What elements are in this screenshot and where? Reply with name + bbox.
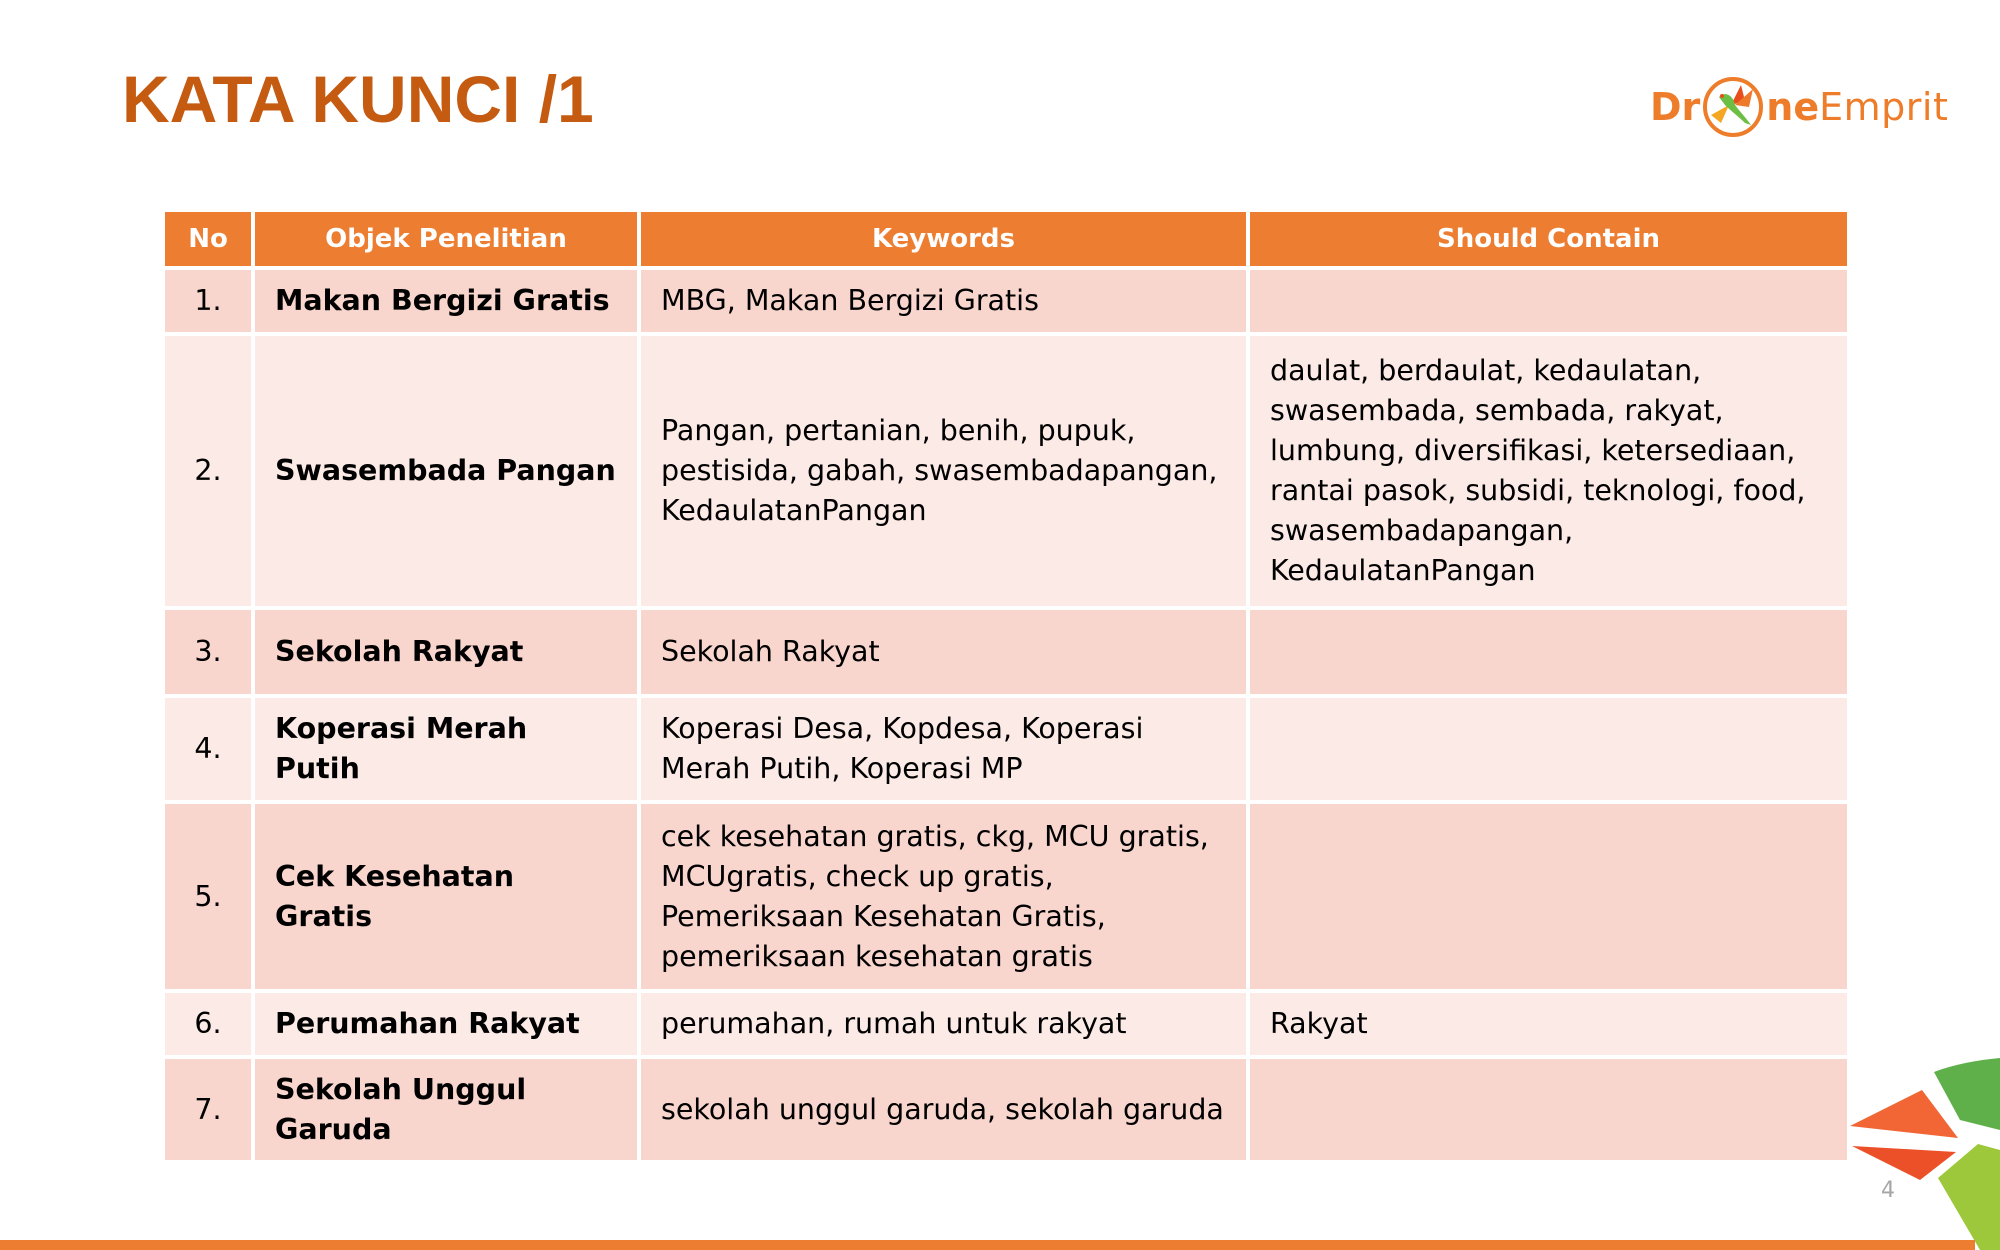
cell-keywords: Koperasi Desa, Kopdesa, Koperasi Merah Putih, Koperasi MP bbox=[641, 698, 1246, 800]
cell-no: 5. bbox=[165, 804, 251, 989]
header-objek-penelitian: Objek Penelitian bbox=[255, 212, 637, 266]
cell-keywords: sekolah unggul garuda, sekolah garuda bbox=[641, 1059, 1246, 1160]
decor-orange-triangle-bottom bbox=[1852, 1146, 1956, 1180]
cell-keywords: MBG, Makan Bergizi Gratis bbox=[641, 270, 1246, 332]
table-row bbox=[165, 610, 1847, 694]
cell-should-contain: Rakyat bbox=[1250, 993, 1847, 1055]
table-row bbox=[165, 993, 1847, 1055]
cell-no: 7. bbox=[165, 1059, 251, 1160]
decorative-shapes bbox=[1840, 1050, 2000, 1250]
table-row bbox=[165, 804, 1847, 989]
cell-no: 4. bbox=[165, 698, 251, 800]
header-should-contain: Should Contain bbox=[1250, 212, 1847, 266]
cell-objek: Koperasi Merah Putih bbox=[255, 698, 637, 800]
header-keywords: Keywords bbox=[641, 212, 1246, 266]
cell-should-contain bbox=[1250, 1059, 1847, 1160]
table-row bbox=[165, 270, 1847, 332]
cell-no: 6. bbox=[165, 993, 251, 1055]
drone-emprit-logo bbox=[1650, 72, 1948, 142]
table-row bbox=[165, 336, 1847, 606]
decor-orange-triangle-top bbox=[1850, 1090, 1958, 1138]
cell-objek: Cek Kesehatan Gratis bbox=[255, 804, 637, 989]
logo-text-ne: ne bbox=[1766, 85, 1820, 129]
cell-objek: Swasembada Pangan bbox=[255, 336, 637, 606]
cell-should-contain bbox=[1250, 610, 1847, 694]
table-header-row bbox=[165, 212, 1847, 266]
cell-objek: Makan Bergizi Gratis bbox=[255, 270, 637, 332]
cell-objek: Sekolah Rakyat bbox=[255, 610, 637, 694]
cell-should-contain bbox=[1250, 270, 1847, 332]
cell-objek: Sekolah Unggul Garuda bbox=[255, 1059, 637, 1160]
cell-objek: Perumahan Rakyat bbox=[255, 993, 637, 1055]
keywords-table bbox=[161, 208, 1851, 1164]
logo-text-dr: Dr bbox=[1650, 85, 1701, 129]
cell-keywords: cek kesehatan gratis, ckg, MCU gratis, MCUgratis, check up gratis, Pemeriksaan Kesehatan Gratis, pemeriksaan kesehatan gratis bbox=[641, 804, 1246, 989]
cell-keywords: perumahan, rumah untuk rakyat bbox=[641, 993, 1246, 1055]
cell-no: 3. bbox=[165, 610, 251, 694]
cell-keywords: Pangan, pertanian, benih, pupuk, pestisida, gabah, swasembadapangan, KedaulatanPangan bbox=[641, 336, 1246, 606]
cell-no: 2. bbox=[165, 336, 251, 606]
logo-text-emprit: Emprit bbox=[1819, 85, 1949, 129]
cell-should-contain bbox=[1250, 698, 1847, 800]
decor-green-segment bbox=[1934, 1058, 2000, 1130]
bird-in-circle-icon bbox=[1701, 75, 1765, 139]
header-no: No bbox=[165, 212, 251, 266]
decor-lime-segment bbox=[1938, 1144, 2000, 1250]
table-row bbox=[165, 1059, 1847, 1160]
slide-title: KATA KUNCI /1 bbox=[122, 62, 594, 136]
table-row bbox=[165, 698, 1847, 800]
cell-no: 1. bbox=[165, 270, 251, 332]
cell-keywords: Sekolah Rakyat bbox=[641, 610, 1246, 694]
cell-should-contain: daulat, berdaulat, kedaulatan, swasembada, sembada, rakyat, lumbung, diversifikasi, ketersediaan, rantai pasok, subsidi, teknologi, food, swasembadapangan, KedaulatanPangan bbox=[1250, 336, 1847, 606]
page-number: 4 bbox=[1881, 1178, 1895, 1203]
bottom-accent-bar bbox=[0, 1240, 1975, 1250]
cell-should-contain bbox=[1250, 804, 1847, 989]
